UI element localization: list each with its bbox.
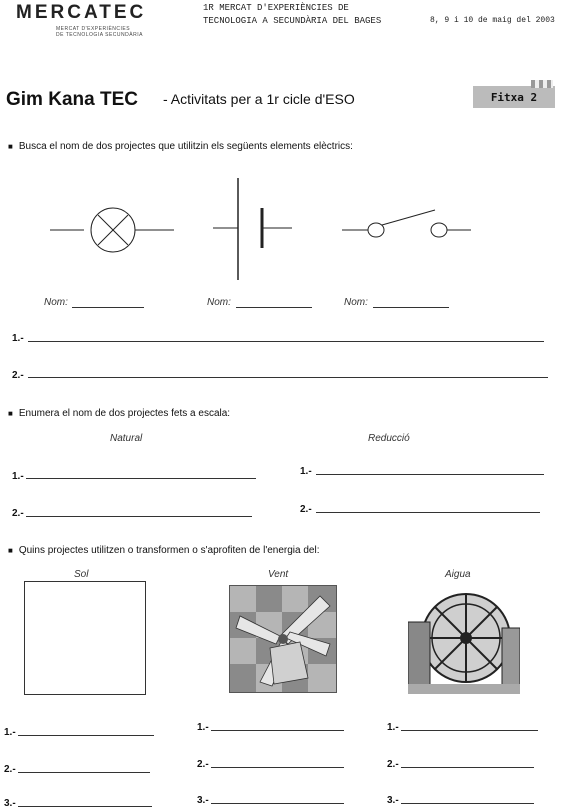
column-aigua: Aigua <box>445 569 471 580</box>
question-2-text: Enumera el nom de dos projectes fets a escala: <box>18 408 231 419</box>
q2-reduccio-2-line[interactable] <box>316 512 540 513</box>
sol-answer-2-number: 2.- <box>4 764 16 775</box>
bullet-icon: ■ <box>8 546 13 555</box>
logo-subtitle-line-2: DE TECNOLOGIA SECUNDÀRIA <box>56 32 143 38</box>
vent-answer-1-number: 1.- <box>197 722 209 733</box>
bullet-icon: ■ <box>8 142 13 151</box>
question-1 <box>8 141 353 152</box>
bullet-icon: ■ <box>8 409 13 418</box>
aigua-answer-3-number: 3.- <box>387 795 399 806</box>
lamp-symbol-icon <box>48 205 178 255</box>
column-vent: Vent <box>268 569 289 580</box>
sol-answer-1-number: 1.- <box>4 727 16 738</box>
sol-answer-2-line[interactable] <box>18 772 150 773</box>
aigua-answer-1-number: 1.- <box>387 722 399 733</box>
q1-answer-2-number: 2.- <box>12 370 24 381</box>
header-line-2: TECNOLOGIA A SECUNDÀRIA DEL BAGES <box>203 16 382 26</box>
worksheet-badge <box>473 86 555 108</box>
sol-answer-3-number: 3.- <box>4 798 16 809</box>
sol-answer-3-line[interactable] <box>18 806 152 807</box>
nom-field-2[interactable] <box>236 307 312 308</box>
worksheet-badge-label: Fitxa 2 <box>490 90 538 104</box>
nom-field-3[interactable] <box>373 307 449 308</box>
q2-reduccio-2-number: 2.- <box>300 504 312 515</box>
page-title: Gim Kana TEC <box>6 89 138 110</box>
checker-decoration <box>531 80 553 88</box>
q2-natural-1-line[interactable] <box>26 478 256 479</box>
aigua-answer-2-number: 2.- <box>387 759 399 770</box>
nom-label-2: Nom: <box>207 297 231 308</box>
vent-answer-3-number: 3.- <box>197 795 209 806</box>
vent-answer-1-line[interactable] <box>211 730 344 731</box>
question-1-text: Busca el nom de dos projectes que utilitzin els següents elements elèctrics: <box>18 141 353 152</box>
water-wheel-image <box>408 582 520 694</box>
nom-label-1: Nom: <box>44 297 68 308</box>
logo-subtitle-line-1: MERCAT D'EXPERIÈNCIES <box>56 26 131 32</box>
q2-reduccio-1-line[interactable] <box>316 474 544 475</box>
question-3-text: Quins projectes utilitzen o transformen o s'aprofiten de l'energia del: <box>18 545 320 556</box>
header-date: 8, 9 i 10 de maig del 2003 <box>430 16 555 25</box>
sol-image-box <box>24 581 146 695</box>
vent-answer-3-line[interactable] <box>211 803 344 804</box>
q1-answer-1-line[interactable] <box>28 341 544 342</box>
aigua-answer-1-line[interactable] <box>401 730 538 731</box>
header-line-1: 1R MERCAT D'EXPERIÈNCIES DE <box>203 3 349 13</box>
aigua-answer-2-line[interactable] <box>401 767 534 768</box>
q2-natural-2-number: 2.- <box>12 508 24 519</box>
nom-label-3: Nom: <box>344 297 368 308</box>
q1-answer-2-line[interactable] <box>28 377 548 378</box>
logo: MERCATEC <box>16 2 147 23</box>
switch-symbol-icon <box>340 205 475 245</box>
question-3 <box>8 545 320 556</box>
q2-natural-1-number: 1.- <box>12 471 24 482</box>
q2-natural-2-line[interactable] <box>26 516 252 517</box>
windmill-image <box>229 585 337 693</box>
battery-symbol-icon <box>210 176 300 282</box>
vent-answer-2-number: 2.- <box>197 759 209 770</box>
q1-answer-1-number: 1.- <box>12 333 24 344</box>
question-2 <box>8 408 230 419</box>
q2-reduccio-1-number: 1.- <box>300 466 312 477</box>
column-natural: Natural <box>110 433 143 444</box>
nom-field-1[interactable] <box>72 307 144 308</box>
aigua-answer-3-line[interactable] <box>401 803 534 804</box>
logo-subtitle <box>56 26 143 38</box>
page-subtitle: - Activitats per a 1r cicle d'ESO <box>163 91 355 107</box>
vent-answer-2-line[interactable] <box>211 767 344 768</box>
sol-answer-1-line[interactable] <box>18 735 154 736</box>
column-sol: Sol <box>74 569 89 580</box>
column-reduccio: Reducció <box>368 433 410 444</box>
